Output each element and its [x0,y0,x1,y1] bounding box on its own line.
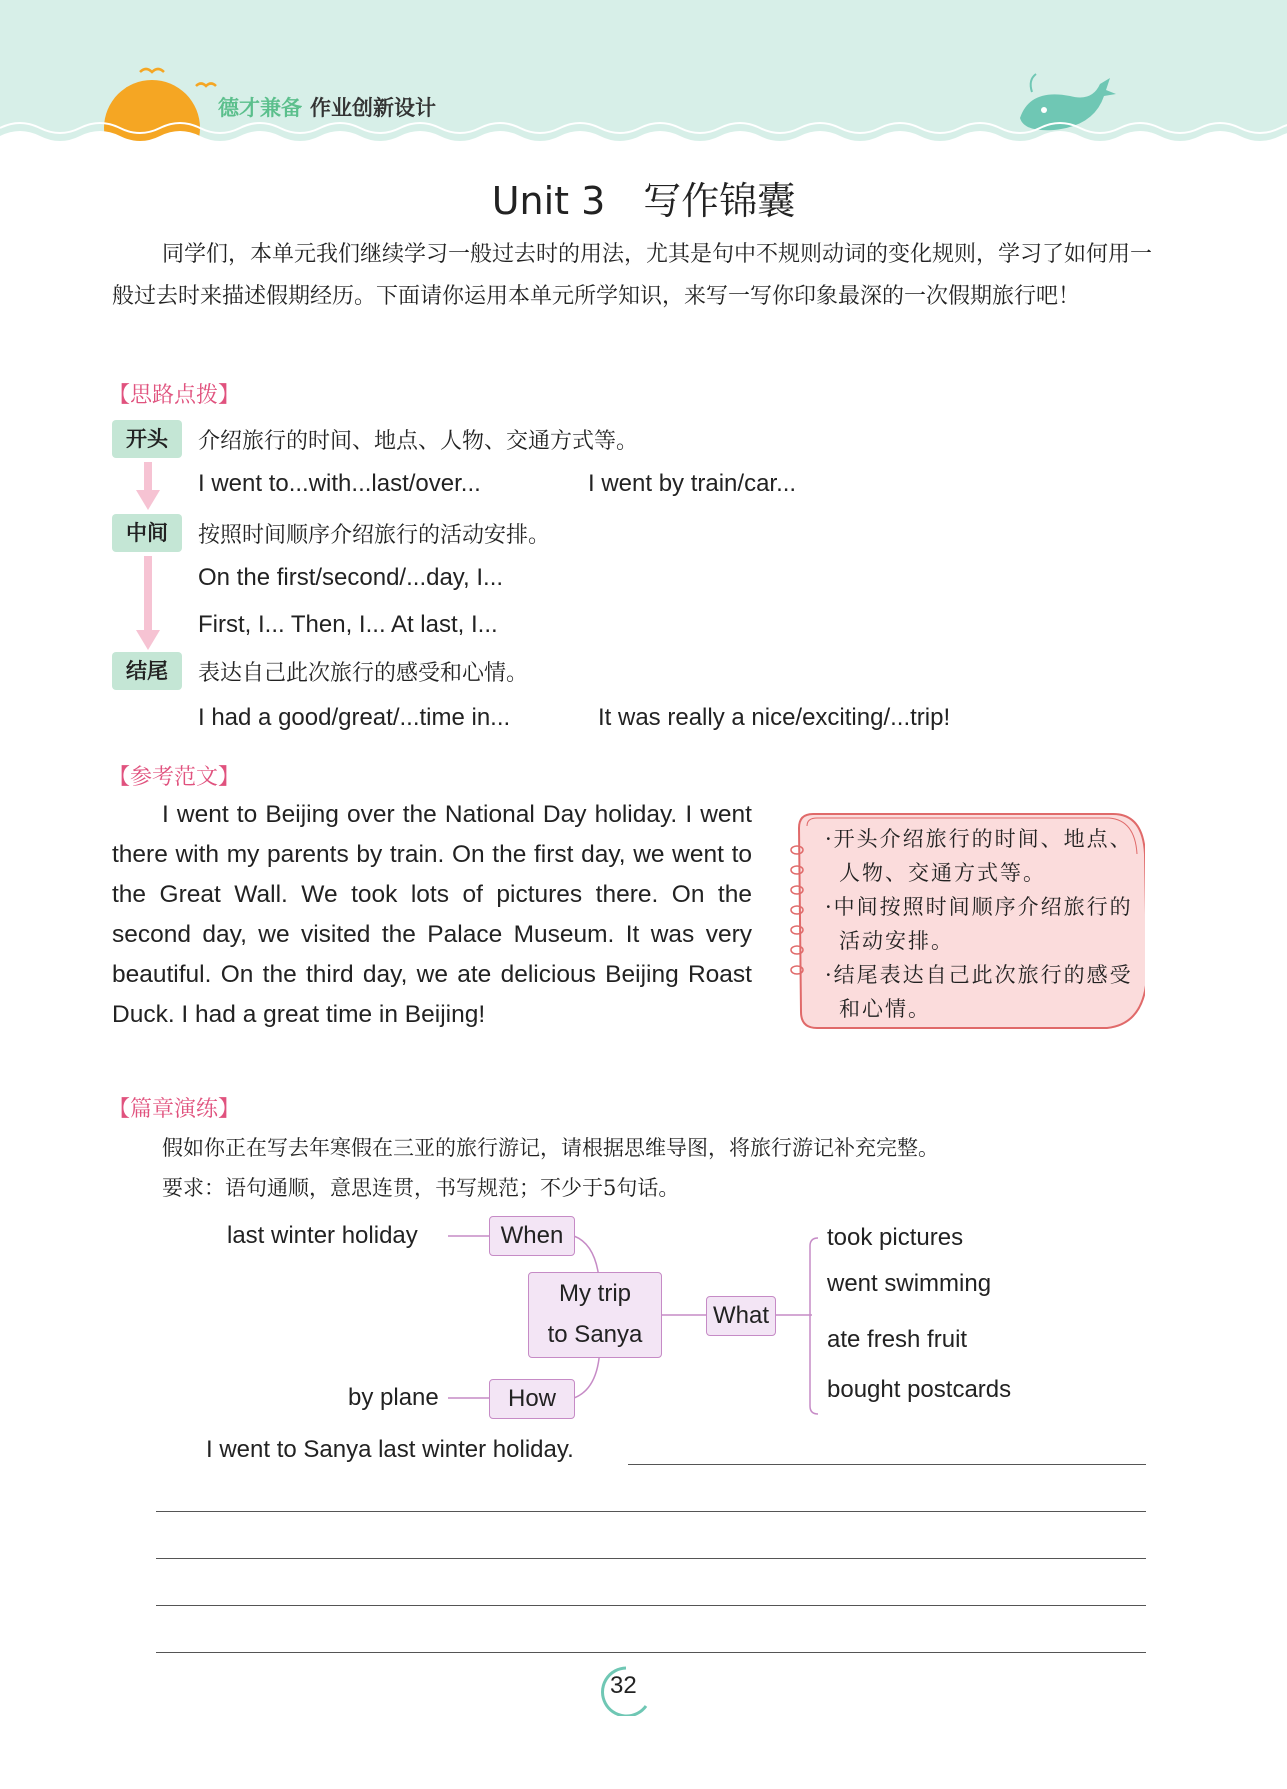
note-item: ·结尾表达自己此次旅行的感受和心情。 [825,963,1133,1021]
middle-desc: 按照时间顺序介绍旅行的活动安排。 [198,523,551,548]
section-heading-ideas: 【思路点拨】 [108,383,241,408]
bird-icon [196,84,216,87]
arrow-down-icon [136,462,160,512]
writing-line[interactable] [156,1511,1146,1512]
mindmap-what-answer: took pictures [827,1224,964,1251]
start-desc: 介绍旅行的时间、地点、人物、交通方式等。 [198,429,639,454]
mindmap-what-node: What [706,1296,776,1336]
task-requirement: 要求：语句通顺，意思连贯，书写规范；不少于5句话。 [162,1176,680,1200]
bird-icon [140,69,164,72]
header-decoration [0,0,1287,160]
whale-icon [1020,74,1116,130]
brand-part2: 作业创新设计 [310,96,436,120]
mindmap-what-answer: bought postcards [827,1376,1012,1403]
arrow-down-icon [136,556,160,652]
writing-line[interactable] [156,1605,1146,1606]
end-sentence-a: I had a good/great/...time in... [198,704,511,731]
brand-part1: 德才兼备 [218,96,302,120]
section-heading-sample: 【参考范文】 [108,765,241,790]
tag-middle: 中间 [112,514,182,552]
mindmap-what-answer: went swimming [827,1270,992,1297]
middle-sentence-2: First, I... Then, I... At last, I... [198,611,498,638]
mindmap-how-answer: by plane [348,1384,439,1411]
intro-paragraph: 同学们，本单元我们继续学习一般过去时的用法，尤其是句中不规则动词的变化规则，学习了如何用一般过去时来描述假期经历。下面请你运用本单元所学知识，来写一写你印象最深的一次假期旅行吧！ [112,242,1153,309]
writing-line[interactable] [628,1464,1146,1465]
mindmap-how-node: How [489,1379,575,1419]
section-heading-practice: 【篇章演练】 [108,1097,241,1122]
end-sentence-b: It was really a nice/exciting/...trip! [598,704,951,731]
brand-title [218,92,436,122]
tag-start: 开头 [112,420,182,458]
start-sentence-a: I went to...with...last/over... [198,470,481,497]
middle-sentence-1: On the first/second/...day, I... [198,564,504,591]
note-item: ·开头介绍旅行的时间、地点、人物、交通方式等。 [825,827,1133,885]
writing-line[interactable] [156,1652,1146,1653]
mindmap-center-node [528,1272,662,1358]
writing-starter: I went to Sanya last winter holiday. [206,1436,574,1463]
notes-list [825,822,1135,1026]
note-item: ·中间按照时间顺序介绍旅行的活动安排。 [825,895,1133,953]
notes-card [785,808,1145,1038]
page-number: 32 [610,1672,637,1699]
page-title: Unit 3 写作锦囊 [491,179,796,223]
mindmap-center-line1: My trip [559,1280,631,1307]
task-instruction: 假如你正在写去年寒假在三亚的旅行游记，请根据思维导图，将旅行游记补充完整。 [162,1136,939,1160]
mindmap-what-answer: ate fresh fruit [827,1326,968,1353]
start-sentence-b: I went by train/car... [588,470,797,497]
writing-line[interactable] [156,1558,1146,1559]
end-desc: 表达自己此次旅行的感受和心情。 [198,661,529,686]
sample-essay: I went to Beijing over the National Day holiday. I went there with my parents by train. On the first day, we went to the Great Wall. We took lots of pictures there. On the second day, we visited the Palace Museum. It was very beautiful. On the third day, we ate delicious Beijing Roast Duck. I had a great time in Beijing! [112,801,752,1028]
mindmap-center-line2: to Sanya [547,1321,643,1348]
tag-end: 结尾 [112,652,182,690]
mindmap-when-node: When [489,1216,575,1256]
page-header [0,0,1287,150]
mindmap-when-answer: last winter holiday [227,1222,418,1249]
